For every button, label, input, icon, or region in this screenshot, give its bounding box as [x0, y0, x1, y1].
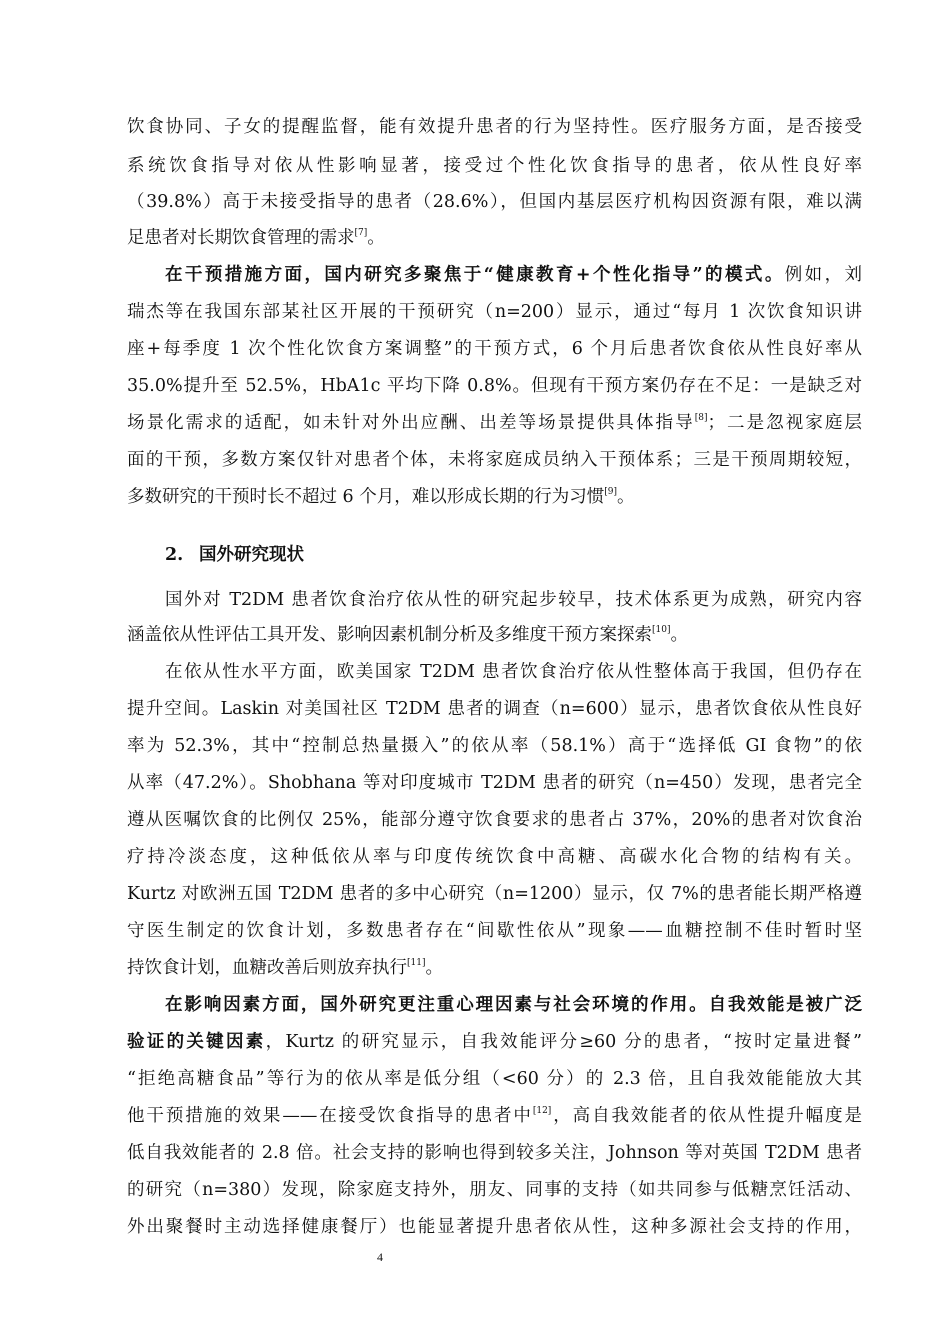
text-span: 35.0%提升至 52.5%，HbA1c 平均下降 0.8%。但现有干预方案仍存在不足：一是缺乏对	[127, 376, 862, 396]
text-span: 国外对 T2DM 患者饮食治疗依从性的研究起步较早，技术体系更为成熟，研究内容	[165, 590, 862, 610]
bold-lead-sentence: 在影响因素方面，国外研究更注重心理因素与社会环境的作用。自我效能是被广泛	[165, 995, 862, 1015]
citation: [10]	[652, 625, 671, 635]
text-span: 足患者对长期饮食管理的需求	[127, 228, 355, 248]
paragraph-line	[127, 733, 862, 759]
text-span: 多数研究的干预时长不超过 6 个月，难以形成长期的行为习惯	[127, 487, 605, 507]
paragraph-line	[165, 262, 862, 288]
paragraph-line	[127, 114, 862, 140]
page-number: 4	[377, 1250, 383, 1264]
text-span: 外出聚餐时主动选择健康餐厅）也能显著提升患者依从性，这种多源社会支持的作用，	[127, 1217, 862, 1237]
text-span: 遵从医嘱饮食的比例仅 25%，能部分遵守饮食要求的患者占 37%，20%的患者对饮食治	[127, 810, 862, 830]
paragraph-line	[127, 918, 862, 944]
paragraph-line	[127, 153, 862, 179]
text-span: Kurtz 对欧洲五国 T2DM 患者的多中心研究（n=1200）显示，仅 7%的患者能长期严格遵	[127, 884, 862, 904]
text-span: 提升空间。Laskin 对美国社区 T2DM 患者的调查（n=600）显示，患者饮食依从性良好	[127, 699, 862, 719]
text-span: 率为 52.3%，其中“控制总热量摄入”的依从率（58.1%）高于“选择低 GI 食物”的依	[127, 736, 862, 756]
paragraph-line	[127, 1066, 862, 1092]
text-span: 守医生制定的饮食计划，多数患者存在“间歇性依从”现象——血糖控制不佳时暂时坚	[127, 921, 862, 941]
text-span: 面的干预，多数方案仅针对患者个体，未将家庭成员纳入干预体系；三是干预周期较短，	[127, 450, 862, 470]
paragraph-line	[127, 770, 862, 796]
text-span: 场景化需求的适配，如未针对外出应酬、出差等场景提供具体指导	[127, 413, 695, 433]
text-span: 。	[367, 228, 385, 248]
text-span: （39.8%）高于未接受指导的患者（28.6%），但国内基层医疗机构因资源有限，难以满	[127, 192, 862, 212]
citation: [8]	[694, 413, 708, 423]
text-span: “拒绝高糖食品”等行为的依从率是低分组（<60 分）的 2.3 倍，且自我效能能放大其	[127, 1069, 862, 1089]
text-span: 。	[670, 625, 688, 645]
paragraph-line	[127, 844, 862, 870]
paragraph-line	[127, 1177, 862, 1203]
paragraph-line	[127, 1103, 862, 1129]
bold-lead-sentence: 在干预措施方面，国内研究多聚焦于“健康教育+个性化指导”的模式。	[165, 265, 785, 285]
citation: [7]	[354, 228, 368, 238]
heading-title: 国外研究现状	[199, 545, 304, 565]
paragraph-line	[127, 622, 862, 648]
paragraph-line	[165, 992, 862, 1018]
paragraph-line	[127, 447, 862, 473]
text-span: 瑞杰等在我国东部某社区开展的干预研究（n=200）显示，通过“每月 1 次饮食知识讲	[127, 302, 862, 322]
paragraph-line	[127, 1029, 862, 1055]
heading-number: 2.	[165, 545, 184, 565]
paragraph-line	[127, 336, 862, 362]
text-span: 的研究（n=380）发现，除家庭支持外，朋友、同事的支持（如共同参与低糖烹饪活动、	[127, 1180, 862, 1200]
text-span: ，Kurtz 的研究显示，自我效能评分≥60 分的患者，“按时定量进餐”	[265, 1032, 863, 1052]
paragraph-line	[127, 955, 862, 981]
text-span: ，高自我效能者的依从性提升幅度是	[551, 1106, 863, 1126]
text-span: 例如，刘	[784, 265, 863, 285]
text-span: ；二是忽视家庭层	[707, 413, 863, 433]
paragraph-line	[127, 299, 862, 325]
text-span: 他干预措施的效果——在接受饮食指导的患者中	[127, 1106, 533, 1126]
text-span: 从率（47.2%）。Shobhana 等对印度城市 T2DM 患者的研究（n=450）发现，患者完全	[127, 773, 862, 793]
text-span: 疗持冷淡态度，这种低依从率与印度传统饮食中高糖、高碳水化合物的结构有关。	[127, 847, 862, 867]
text-span: 系统饮食指导对依从性影响显著，接受过个性化饮食指导的患者，依从性良好率	[127, 156, 862, 176]
text-span: 在依从性水平方面，欧美国家 T2DM 患者饮食治疗依从性整体高于我国，但仍存在	[165, 662, 862, 682]
section-heading	[165, 542, 304, 568]
citation: [11]	[407, 958, 426, 968]
text-span: 座+每季度 1 次个性化饮食方案调整”的干预方式，6 个月后患者饮食依从性良好率从	[127, 339, 862, 359]
text-span: 。	[425, 958, 443, 978]
paragraph-line	[127, 189, 862, 215]
text-span: 持饮食计划，血糖改善后则放弃执行	[127, 958, 407, 978]
text-span: 低自我效能者的 2.8 倍。社会支持的影响也得到较多关注，Johnson 等对英国 T2DM 患者	[127, 1143, 862, 1163]
paragraph-line	[127, 410, 862, 436]
paragraph-line	[127, 807, 862, 833]
paragraph-line	[127, 881, 862, 907]
citation: [9]	[604, 487, 618, 497]
paragraph-line	[165, 659, 862, 685]
text-span: 饮食协同、子女的提醒监督，能有效提升患者的行为坚持性。医疗服务方面，是否接受	[127, 117, 862, 137]
text-span: 。	[617, 487, 635, 507]
paragraph-line	[165, 587, 862, 613]
paragraph-line	[127, 1214, 862, 1240]
bold-phrase: 验证的关键因素	[127, 1032, 266, 1052]
paragraph-line	[127, 484, 862, 510]
citation: [12]	[532, 1106, 552, 1116]
paragraph-line	[127, 373, 862, 399]
paragraph-line	[127, 225, 862, 251]
paragraph-line	[127, 696, 862, 722]
paragraph-line	[127, 1140, 862, 1166]
text-span: 涵盖依从性评估工具开发、影响因素机制分析及多维度干预方案探索	[127, 625, 652, 645]
